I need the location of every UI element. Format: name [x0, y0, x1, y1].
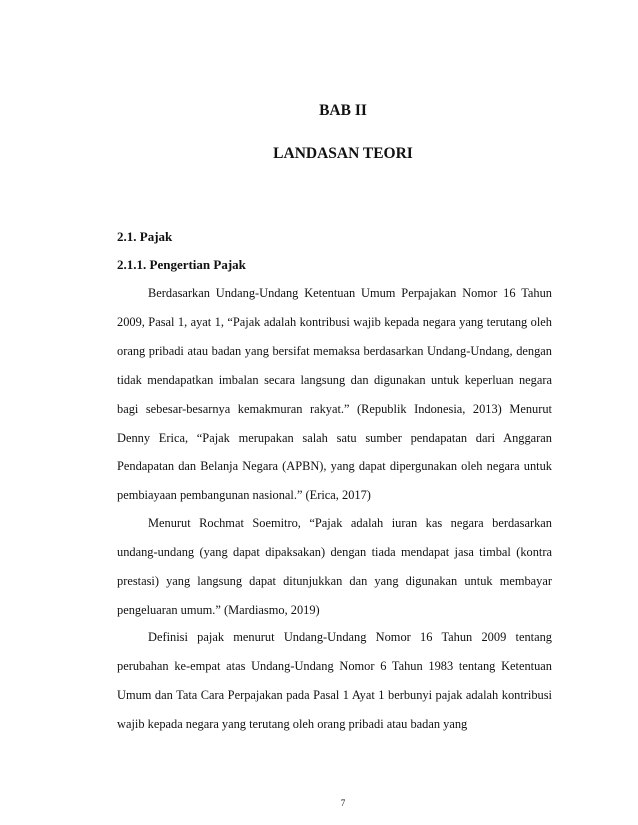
- paragraph-2: Menurut Rochmat Soemitro, “Pajak adalah iuran kas negara berdasarkan undang-undang (yang dapat dipaksakan) dengan tiada mendapat jasa timbal (kontra prestasi) yang langsung dapat ditunjukkan dan yang digunakan untuk membayar pengeluaran umum.” (Mardiasmo, 2019): [117, 516, 552, 617]
- chapter-title: LANDASAN TEORI: [273, 145, 413, 162]
- section-heading: 2.1. Pajak: [117, 229, 173, 244]
- subsection-heading: 2.1.1. Pengertian Pajak: [117, 257, 246, 272]
- paragraph-1: Berdasarkan Undang-Undang Ketentuan Umum Perpajakan Nomor 16 Tahun 2009, Pasal 1, ayat 1, “Pajak adalah kontribusi wajib kepada negara yang terutang oleh orang pribadi atau badan yang bersifat memaksa berdasarkan Undang-Undang, dengan tidak mendapatkan imbalan secara langsung dan digunakan untuk keperluan negara bagi sebesar-besarnya kemakmuran rakyat.” (Republik Indonesia, 2013) Menurut Denny Erica, “Pajak merupakan salah satu sumber pendapatan dari Anggaran Pendapatan dan Belanja Negara (APBN), yang dapat dipergunakan oleh negara untuk pembiayaan pembangunan nasional.” (Erica, 2017): [117, 286, 552, 503]
- page-number: 7: [340, 798, 346, 808]
- paragraph-3: Definisi pajak menurut Undang-Undang Nomor 16 Tahun 2009 tentang perubahan ke-empat atas Undang-Undang Nomor 6 Tahun 1983 tentang Ketentuan Umum dan Tata Cara Perpajakan pada Pasal 1 Ayat 1 berbunyi pajak adalah kontribusi wajib kepada negara yang terutang oleh orang pribadi atau badan yang: [117, 630, 552, 731]
- chapter-number: BAB II: [319, 102, 367, 119]
